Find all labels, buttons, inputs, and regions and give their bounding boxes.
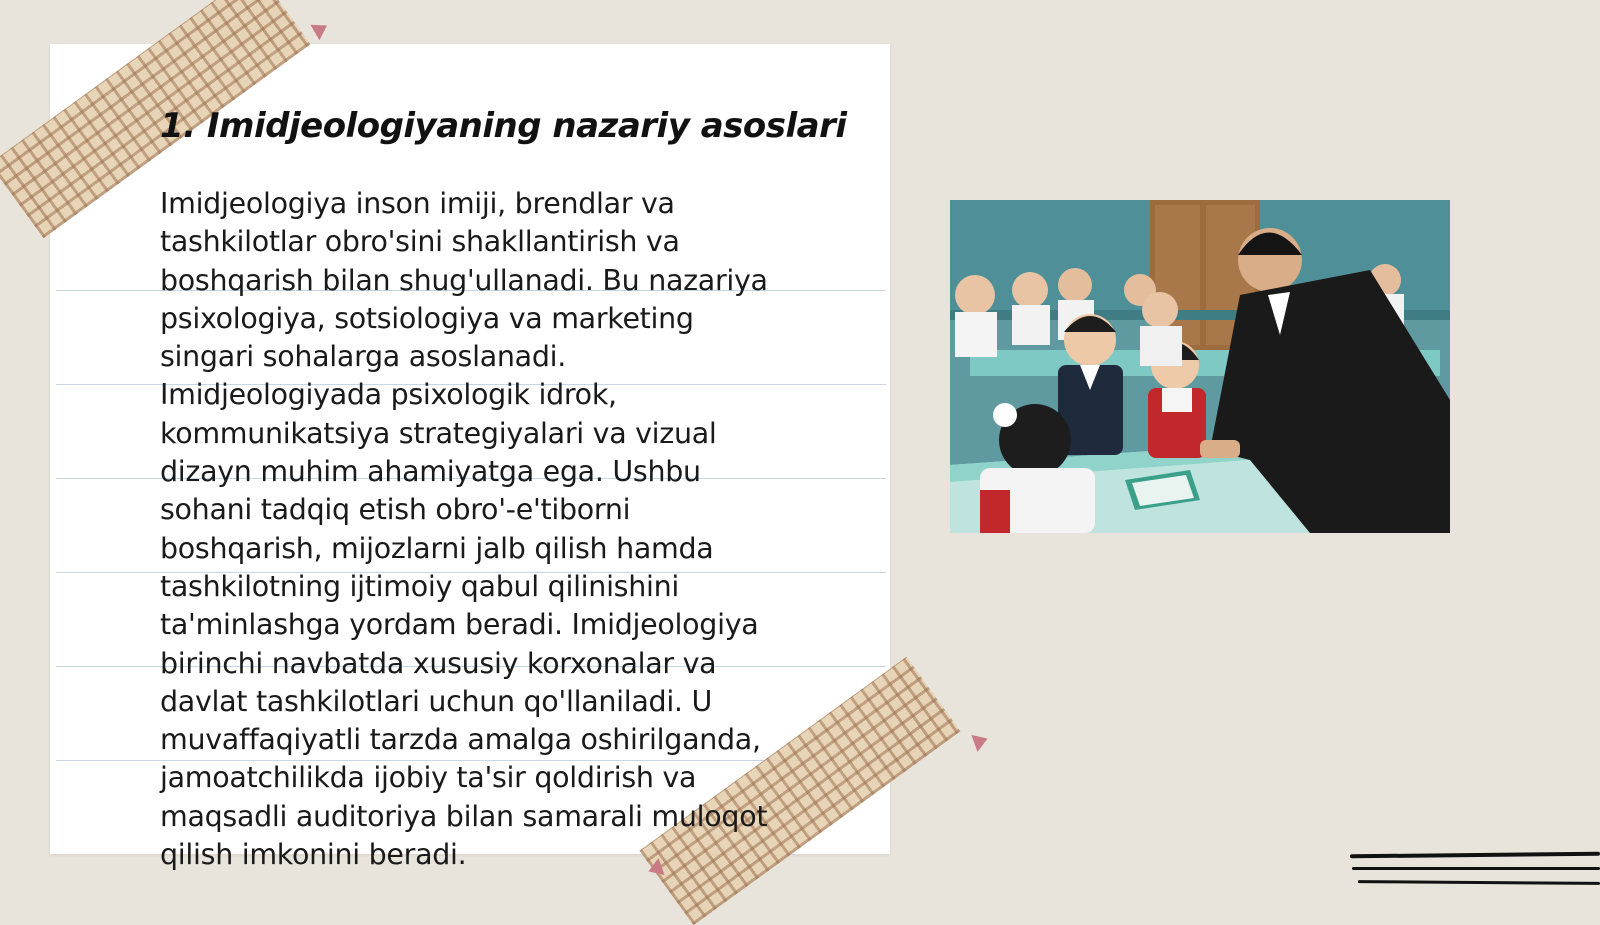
classroom-photo xyxy=(950,200,1450,533)
body-line: boshqarish bilan shug'ullanadi. Bu nazariya xyxy=(160,263,768,297)
body-line: psixologiya, sotsiologiya va marketing xyxy=(160,301,694,335)
body-line: jamoatchilikda ijobiy ta'sir qoldirish va xyxy=(160,761,697,795)
body-line: ta'minlashga yordam beradi. Imidjeologiya xyxy=(160,608,759,642)
body-line: tashkilotning ijtimoiy qabul qilinishini xyxy=(160,569,679,603)
classroom-illustration xyxy=(950,200,1450,533)
body-line: maqsadli auditoriya bilan samarali muloqot xyxy=(160,799,768,833)
body-line: davlat tashkilotlari uchun qo'llaniladi. U xyxy=(160,684,713,718)
body-line: sohani tadqiq etish obro'-e'tiborni xyxy=(160,493,631,527)
decorative-brush-line xyxy=(1352,867,1600,870)
body-line: qilish imkonini beradi. xyxy=(160,838,467,872)
body-line: Imidjeologiya inson imiji, brendlar va xyxy=(160,187,675,220)
slide-body-text xyxy=(160,185,820,874)
body-line: boshqarish, mijozlarni jalb qilish hamda xyxy=(160,531,714,565)
tape-tab-marker xyxy=(310,18,331,41)
body-line: tashkilotlar obro'sini shakllantirish va xyxy=(160,225,680,259)
tape-tab-marker xyxy=(971,730,990,752)
body-line: kommunikatsiya strategiyalari va vizual xyxy=(160,416,717,450)
decorative-brush-line xyxy=(1358,880,1600,885)
slide-title: 1. Imidjeologiyaning nazariy asoslari xyxy=(160,106,847,146)
body-line: dizayn muhim ahamiyatga ega. Ushbu xyxy=(160,455,701,489)
body-line: muvaffaqiyatli tarzda amalga oshirilganda, xyxy=(160,723,761,757)
body-line: birinchi navbatda xususiy korxonalar va xyxy=(160,646,717,680)
decorative-brush-line xyxy=(1350,852,1600,859)
body-line: singari sohalarga asoslanadi. xyxy=(160,340,566,374)
body-line: Imidjeologiyada psixologik idrok, xyxy=(160,378,617,412)
